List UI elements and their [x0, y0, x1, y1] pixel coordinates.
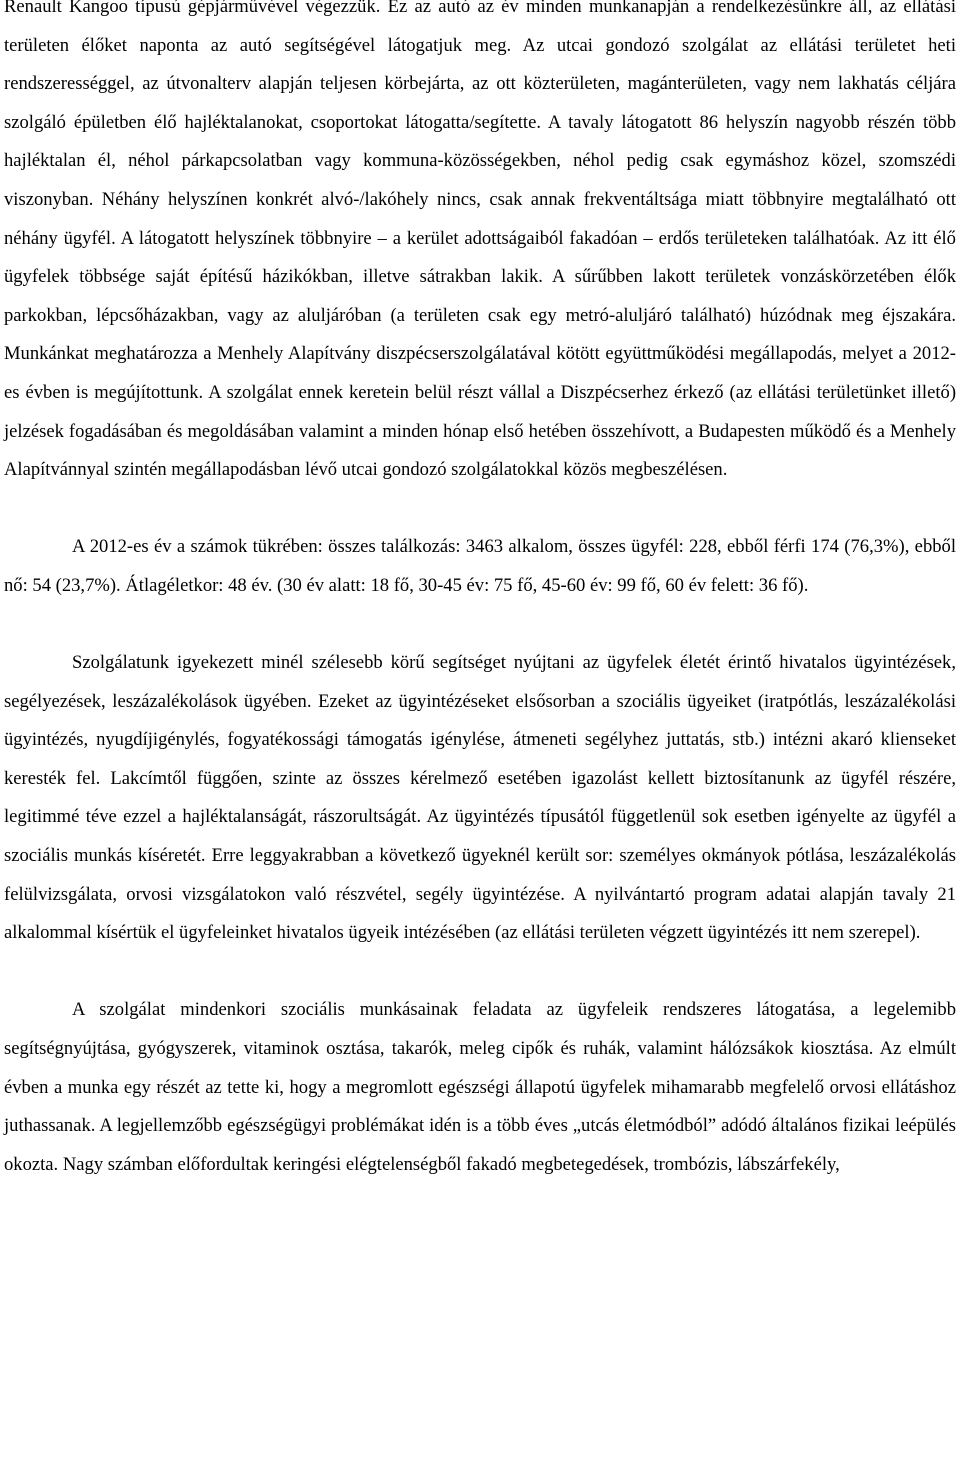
paragraph-statistics: [4, 528, 956, 605]
sentence: A sűrűbben lakott területek vonzáskörzetében élők parkokban, lépcsőházakban, vagy az aluljáróban (a területen csak egy metró-aluljáró található) húzódnak meg éjszakára.: [4, 266, 956, 326]
paragraph-service-area: [4, 0, 956, 490]
paragraph-administration-help: [4, 644, 956, 953]
sentence: Ezeket az ügyintézéseket elsősorban a szociális ügyeiket (iratpótlás, leszázalékolási ügyintézés, nyugdíjigénylés, fogyatékossági támogatás igénylése, átmeneti segélyhez juttatás, stb.) intézni akaró klienseket keresték fel.: [4, 690, 956, 789]
paragraph-social-work-tasks: [4, 991, 956, 1184]
sentence: Lakcímtől függően, szinte az összes kérelmező esetében igazolást kellett biztosítanunk az ügyfél részére, legitimmé téve ezzel a hajléktalanságát, rászorultságát.: [4, 767, 957, 828]
paragraph-spacer: [4, 953, 956, 992]
sentence: Erre leggyakrabban a következő ügyeknél került sor: személyes okmányok pótlása, leszázalékolás felülvizsgálata, orvosi vizsgálatokon való részvétel, segély ügyintézése.: [4, 845, 957, 905]
sentence: Munkánkat meghatározza a Menhely Alapítvány diszpécserszolgálatával kötött együttműködési megállapodás, melyet a 2012-es évben is megújítottunk.: [4, 343, 956, 403]
sentence: Az utcai gondozó szolgálat az ellátási területet heti rendszerességgel, az útvonalterv alapján teljesen körbejárta, az ott közterületen, magánterületen, vagy nem lakhatás céljára szolgáló épületben élő hajléktalanokat, csoportokat látogatta/segítette.: [4, 34, 956, 133]
sentence: A 2012-es év a számok tükrében: összes találkozás: 3463 alkalom, összes ügyfél: 228, ebből férfi 174 (76,3%), ebből nő: 54 (23,7%).: [4, 536, 956, 596]
sentence: (30 év alatt: 18 fő, 30-45 év: 75 fő, 45-60 év: 99 fő, 60 év felett: 36 fő).: [277, 574, 809, 596]
sentence: A nyilvántartó program adatai alapján tavaly 21 alkalommal kísértük el ügyfeleinket hivatalos ügyeik intézésében (az ellátási területen végzett ügyintézés itt nem szerepel).: [4, 883, 957, 944]
sentence: Átlagéletkor: 48 év.: [125, 574, 273, 596]
sentence: A szolgálat ennek keretein belül részt vállal a Diszpécserhez érkező (az ellátási területünket illető) jelzések fogadásában és megoldásában valamint a minden hónap első hetében összehívott, a Budapesten működő és a Menhely Alapítvánnyal szintén megállapodásban lévő utcai gondozó szolgálatokkal közös megbeszélésen.: [4, 381, 957, 481]
sentence: A szolgálat mindenkori szociális munkásainak feladata az ügyfeleik rendszeres látogatása, a legelemibb segítségnyújtása, gyógyszerek, vitaminok osztása, takarók, meleg cipők és ruhák, valamint hálózsákok kiosztása.: [4, 999, 956, 1060]
sentence: A legjellemzőbb egészségügyi problémákat idén is a több éves „utcás életmódból” adódó általános fizikai leépülés okozta.: [4, 1115, 957, 1175]
sentence: Néhány helyszínen konkrét alvó-/lakóhely nincs, csak annak frekventáltsága miatt többnyire megtalálható ott néhány ügyfél.: [4, 188, 956, 249]
document-page: [4, 0, 956, 1184]
paragraph-spacer: [4, 606, 956, 645]
sentence: Nagy számban előfordultak keringési elégtelenségből fakadó megbetegedések, trombózis, lábszárfekély,: [62, 1153, 840, 1175]
sentence: Renault Kangoo típusú gépjárművével végezzük.: [4, 0, 381, 17]
sentence: A tavaly látogatott 86 helyszín nagyobb részén több hajléktalan él, néhol párkapcsolatban vagy kommuna-közösségekben, néhol pedig csak egymáshoz közel, szomszédi viszonyban.: [4, 111, 956, 210]
sentence: Ez az autó az év minden munkanapján a rendelkezésünkre áll, az ellátási területen élőket naponta az autó segítségével látogatjuk meg.: [4, 0, 956, 56]
sentence: Az itt élő ügyfelek többsége saját építésű házikókban, illetve sátrakban lakik.: [4, 227, 956, 288]
sentence: Az ügyintézés típusától függetlenül sok esetben igényelte az ügyfél a szociális munkás kíséretét.: [4, 806, 957, 867]
sentence: Az elmúlt évben a munka egy részét az tette ki, hogy a megromlott egészségi állapotú ügyfelek mihamarabb megfelelő orvosi ellátáshoz juthassanak.: [4, 1038, 957, 1137]
paragraph-spacer: [4, 490, 956, 529]
sentence: Szolgálatunk igyekezett minél szélesebb körű segítséget nyújtani az ügyfelek életét érintő hivatalos ügyintézések, segélyezések, leszázalékolások ügyében.: [4, 652, 956, 712]
sentence: A látogatott helyszínek többnyire – a kerület adottságaiból fakadóan – erdős területeken találhatóak.: [120, 227, 880, 249]
